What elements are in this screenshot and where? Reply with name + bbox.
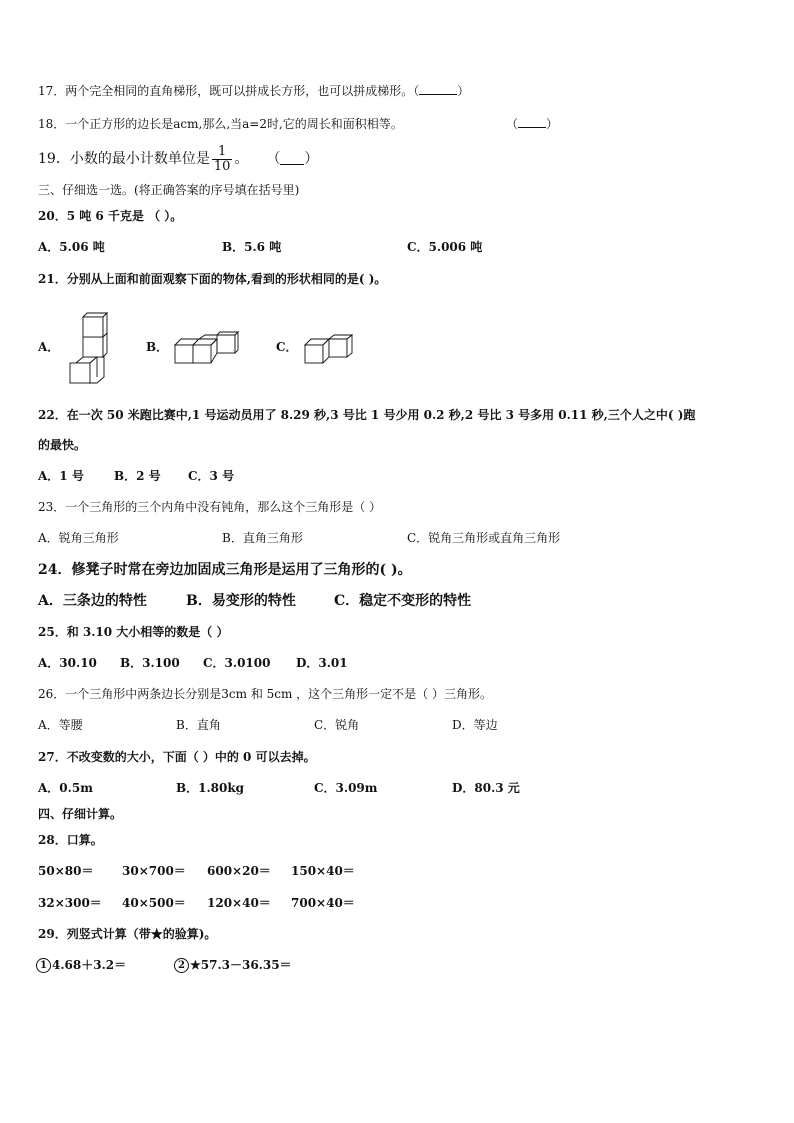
section-3-heading: 三、仔细选一选。(将正确答案的序号填在括号里) [38, 183, 300, 197]
option-a-label[interactable]: A． [38, 340, 60, 354]
question-18-text: 18．一个正方形的边长是acm,那么,当a=2时,它的周长和面积相等。 [38, 117, 403, 131]
question-28-stem: 28．口算。 [38, 833, 103, 847]
question-22-stem-line1: 22．在一次 50 米跑比赛中,1 号运动员用了 8.29 秒,3 号比 1 号少用 0.2 秒,2 号比 3 号多用 0.11 秒,三个人之中( )跑 [38, 408, 696, 422]
mental-calc-item: 40×500＝ [122, 896, 186, 910]
question-29-stem: 29．列竖式计算（带★的验算)。 [38, 927, 217, 941]
option-c[interactable]: C．3.09m [314, 781, 378, 795]
mental-calc-item: 120×40＝ [207, 896, 271, 910]
option-c[interactable]: C．稳定不变形的特性 [334, 593, 472, 609]
mental-calc-item: 700×40＝ [291, 896, 355, 910]
question-18 [38, 116, 403, 132]
option-a[interactable]: A．1 号 [38, 469, 84, 483]
option-b[interactable]: B．易变形的特性 [186, 593, 296, 609]
question-26-stem: 26．一个三角形中两条边长分别是3cm 和 5cm ，这个三角形一定不是（ ）三角形。 [38, 687, 492, 701]
option-a[interactable]: A．锐角三角形 [38, 531, 119, 545]
option-c[interactable]: C．5.006 吨 [407, 240, 483, 254]
option-a[interactable]: A．等腰 [38, 718, 83, 732]
mental-calc-item: 600×20＝ [207, 864, 271, 878]
option-c[interactable]: C．3 号 [188, 469, 235, 483]
answer-blank[interactable] [280, 153, 304, 165]
option-b[interactable]: B．直角 [176, 718, 221, 732]
option-a[interactable]: A．三条边的特性 [38, 593, 147, 609]
option-a-cube-figure [66, 311, 110, 387]
question-21-stem: 21．分别从上面和前面观察下面的物体,看到的形状相同的是( )。 [38, 272, 387, 286]
close-paren: ） [546, 117, 559, 131]
vertical-calc-item-1 [36, 957, 126, 973]
fraction-denominator: 10 [213, 158, 231, 174]
option-b[interactable]: B．3.100 [120, 656, 180, 670]
option-d[interactable]: D．3.01 [296, 656, 348, 670]
option-a[interactable]: A．5.06 吨 [38, 240, 105, 254]
option-b[interactable]: B．直角三角形 [222, 531, 303, 545]
option-c-cube-figure [302, 333, 356, 367]
option-d[interactable]: D．80.3 元 [452, 781, 520, 795]
question-27-stem: 27．不改变数的大小，下面（ ）中的 0 可以去掉。 [38, 750, 316, 764]
question-22-stem-line2: 的最快。 [38, 438, 87, 452]
mental-calc-item: 50×80＝ [38, 864, 94, 878]
option-d[interactable]: D．等边 [452, 718, 498, 732]
vertical-calc-item-2 [174, 957, 292, 973]
question-19-period: 。 [234, 151, 249, 167]
calc-expression: ★57.3－36.35＝ [190, 958, 292, 972]
answer-blank[interactable] [419, 83, 457, 95]
option-b-label[interactable]: B． [146, 340, 169, 354]
option-b[interactable]: B．1.80kg [176, 781, 245, 795]
fraction [212, 145, 233, 174]
option-c[interactable]: C．3.0100 [203, 656, 271, 670]
option-b-cube-figure [172, 331, 240, 367]
option-a[interactable]: A．0.5m [38, 781, 93, 795]
mental-calc-item: 30×700＝ [122, 864, 186, 878]
option-c-label[interactable]: C． [276, 340, 298, 354]
option-a[interactable]: A．30.10 [38, 656, 97, 670]
option-b[interactable]: B．5.6 吨 [222, 240, 282, 254]
question-19 [38, 142, 318, 176]
close-paren: ） [304, 151, 319, 167]
question-17-text: 17．两个完全相同的直角梯形，既可以拼成长方形，也可以拼成梯形。（ [38, 84, 420, 98]
close-paren: ） [457, 84, 470, 98]
fraction-numerator: 1 [212, 145, 233, 160]
calc-expression: 4.68＋3.2＝ [52, 958, 127, 972]
open-paren: （ [506, 117, 519, 131]
question-20-stem: 20．5 吨 6 千克是 （ ）。 [38, 209, 183, 223]
mental-calc-item: 150×40＝ [291, 864, 355, 878]
answer-blank[interactable] [518, 116, 546, 128]
circled-number-2: 2 [174, 958, 189, 973]
question-24-stem: 24．修凳子时常在旁边加固成三角形是运用了三角形的( )。 [38, 562, 412, 578]
question-17 [38, 83, 469, 99]
option-b[interactable]: B．2 号 [114, 469, 161, 483]
mental-calc-item: 32×300＝ [38, 896, 102, 910]
open-paren: （ [266, 151, 281, 167]
circled-number-1: 1 [36, 958, 51, 973]
option-c[interactable]: C．锐角三角形或直角三角形 [407, 531, 561, 545]
option-c[interactable]: C．锐角 [314, 718, 360, 732]
question-19-text: 19．小数的最小计数单位是 [38, 151, 210, 167]
section-4-heading: 四、仔细计算。 [38, 807, 123, 821]
question-23-stem: 23．一个三角形的三个内角中没有钝角，那么这个三角形是（ ） [38, 500, 382, 514]
question-25-stem: 25．和 3.10 大小相等的数是（ ） [38, 625, 229, 639]
question-18-answer [506, 116, 558, 132]
